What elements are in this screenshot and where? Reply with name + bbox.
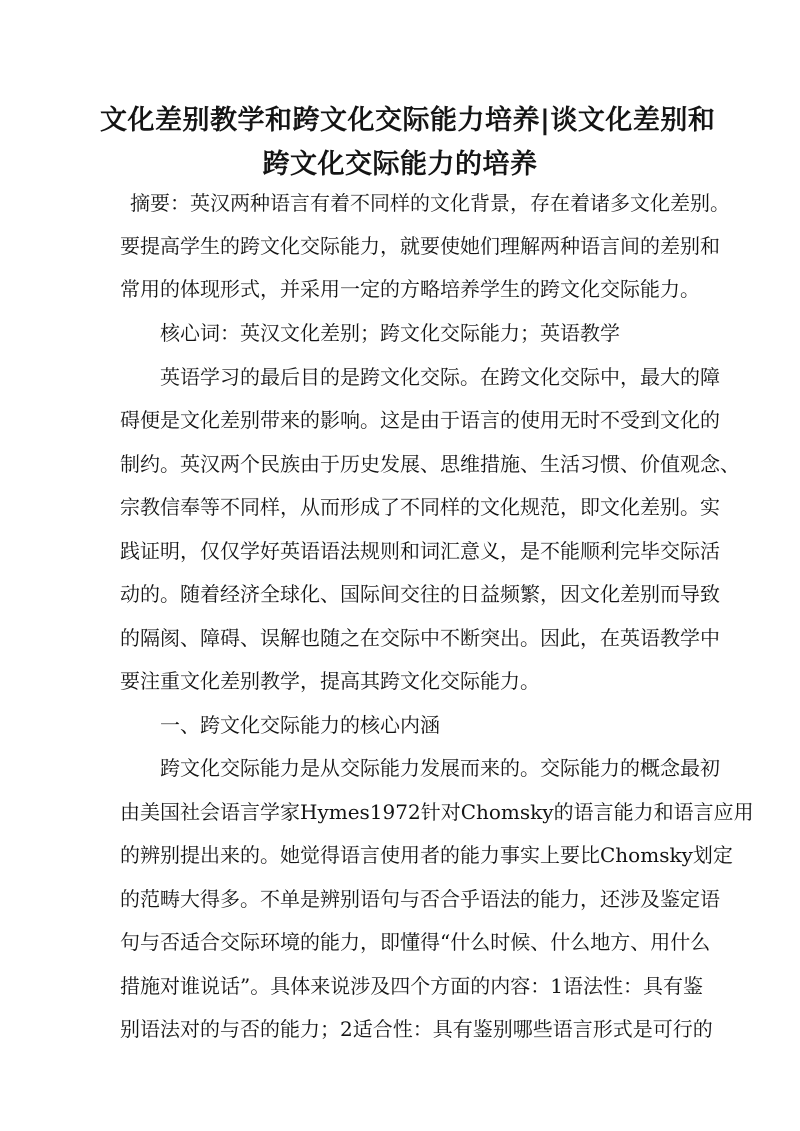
paragraph-line: 跨文化交际能力是从交际能力发展而来的。交际能力的概念最初: [160, 756, 720, 780]
section-heading: 一、跨文化交际能力的核心内涵: [160, 713, 440, 737]
paragraph-line: 措施对谁说话”。具体来说涉及四个方面的内容：1语法性：具有鉴: [120, 974, 703, 998]
abstract-line: 摘要：英汉两种语言有着不同样的文化背景，存在着诸多文化差别。: [130, 191, 730, 215]
paragraph-line: 的隔阂、障碍、误解也随之在交际中不断突出。因此，在英语教学中: [120, 626, 720, 650]
paragraph-line: 句与否适合交际环境的能力，即懂得“什么时候、什么地方、用什么: [120, 930, 711, 954]
document-title-line-1: 文化差别教学和跨文化交际能力培养|谈文化差别和: [100, 105, 716, 136]
paragraph-line: 由美国社会语言学家Hymes1972针对Chomsky的语言能力和语言应用: [120, 800, 754, 824]
paragraph-line: 的范畴大得多。不单是辨别语句与否合乎语法的能力，还涉及鉴定语: [120, 887, 720, 911]
paragraph-line: 别语法对的与否的能力；2适合性：具有鉴别哪些语言形式是可行的: [120, 1017, 713, 1041]
paragraph-line: 践证明，仅仅学好英语语法规则和词汇意义，是不能顺利完毕交际活: [120, 539, 720, 563]
paragraph-line: 要注重文化差别教学，提高其跨文化交际能力。: [120, 669, 540, 693]
paragraph-line: 的辨别提出来的。她觉得语言使用者的能力事实上要比Chomsky划定: [120, 843, 733, 867]
keywords: 核心词：英汉文化差别；跨文化交际能力；英语教学: [160, 321, 620, 345]
paragraph-line: 碍便是文化差别带来的影响。这是由于语言的使用无时不受到文化的: [120, 408, 720, 432]
document-title-line-2: 跨文化交际能力的培养: [262, 149, 538, 180]
paragraph-line: 英语学习的最后目的是跨文化交际。在跨文化交际中，最大的障: [160, 365, 720, 389]
paragraph-line: 宗教信奉等不同样，从而形成了不同样的文化规范，即文化差别。实: [120, 495, 720, 519]
abstract-line: 要提高学生的跨文化交际能力，就要使她们理解两种语言间的差别和: [120, 234, 720, 258]
abstract-line: 常用的体现形式，并采用一定的方略培养学生的跨文化交际能力。: [120, 277, 700, 301]
paragraph-line: 制约。英汉两个民族由于历史发展、思维措施、生活习惯、价值观念、: [120, 452, 740, 476]
paragraph-line: 动的。随着经济全球化、国际间交往的日益频繁，因文化差别而导致: [120, 582, 720, 606]
